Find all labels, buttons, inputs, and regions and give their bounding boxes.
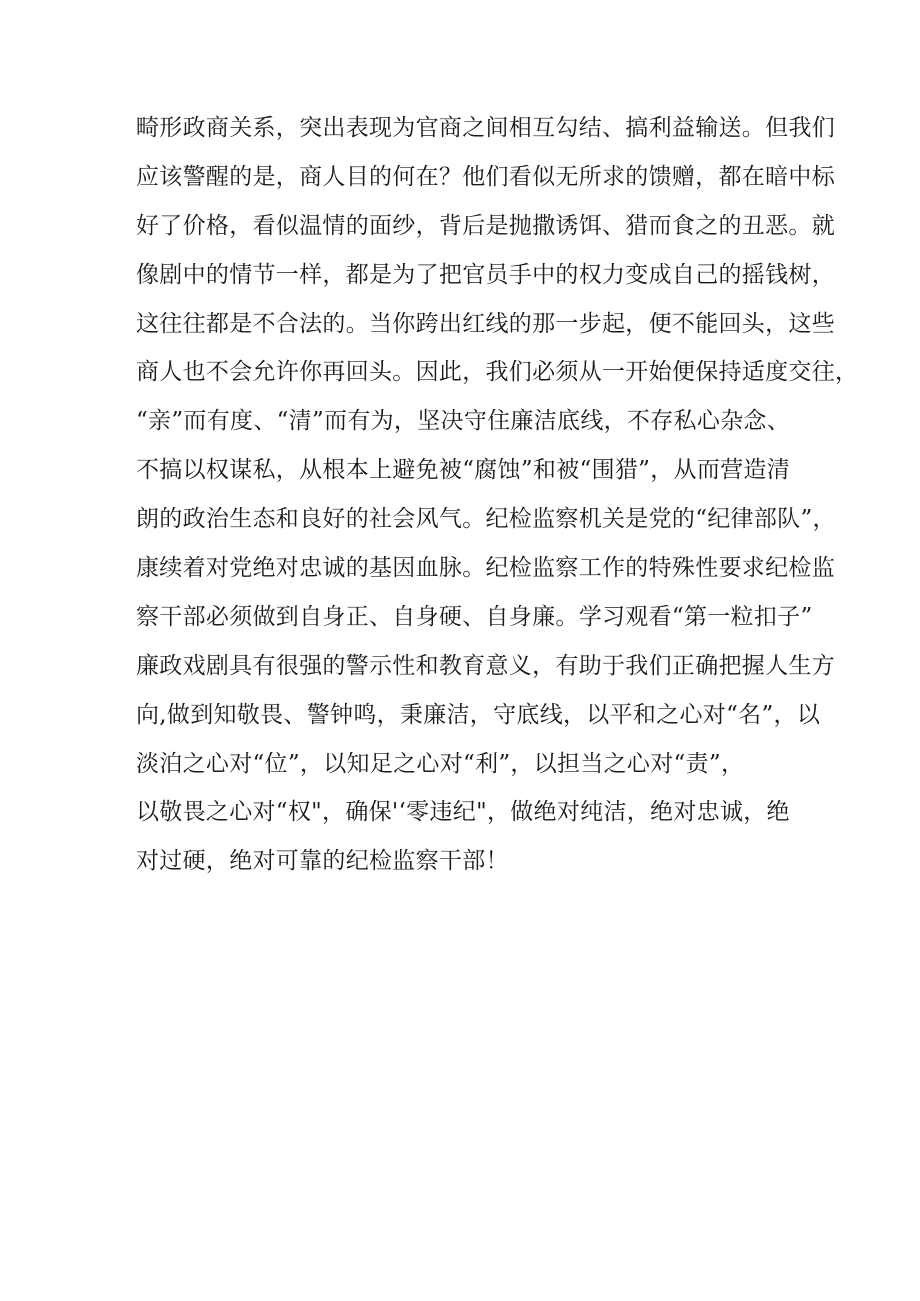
text-line: 畸形政商关系，突出表现为官商之间相互勾结、搞利益输送。但我们 — [136, 115, 835, 141]
text-line: 向,做到知敬畏、警钟鸣，秉廉洁，守底线，以平和之心对“名”，以 — [136, 701, 821, 728]
text-line: “亲”而有度、“清”而有为，坚决守住廉洁底线，不存私心杂念、 — [136, 408, 791, 435]
body-paragraph — [136, 104, 859, 886]
text-line: 不搞以权谋私，从根本上避免被“腐蚀”和被“围猎”，从而营造清 — [136, 457, 791, 484]
text-line: 朗的政治生态和良好的社会风气。纪检监察机关是党的“纪律部队”， — [136, 506, 836, 533]
text-line: 察干部必须做到自身正、自身硬、自身廉。学习观看“第一粒扣子” — [136, 603, 813, 630]
text-line: 商人也不会允许你再回头。因此，我们必须从一开始便保持适度交往， — [136, 359, 859, 386]
text-line: 应该警醒的是，商人目的何在？他们看似无所求的馈赠，都在暗中标 — [136, 163, 835, 190]
text-line: 以敬畏之心对“权"，确保'‘零违纪"，做绝对纯洁，绝对忠诚，绝 — [136, 799, 790, 826]
text-line: 对过硬，绝对可靠的纪检监察干部！ — [136, 848, 509, 875]
text-line: 好了价格，看似温情的面纱，背后是抛撒诱饵、猎而食之的丑恶。就 — [136, 212, 835, 239]
text-line: 康续着对党绝对忠诚的基因血脉。纪检监察工作的特殊性要求纪检监 — [136, 555, 835, 582]
text-line: 像剧中的情节一样，都是为了把官员手中的权力变成自己的摇钱树， — [136, 261, 835, 288]
text-line: 这往往都是不合法的。当你跨出红线的那一步起，便不能回头，这些 — [136, 310, 835, 337]
text-line: 廉政戏剧具有很强的警示性和教育意义，有助于我们正确把握人生方 — [136, 652, 835, 679]
text-line: 淡泊之心对“位”，以知足之心对“利”，以担当之心对“责”， — [136, 750, 745, 777]
